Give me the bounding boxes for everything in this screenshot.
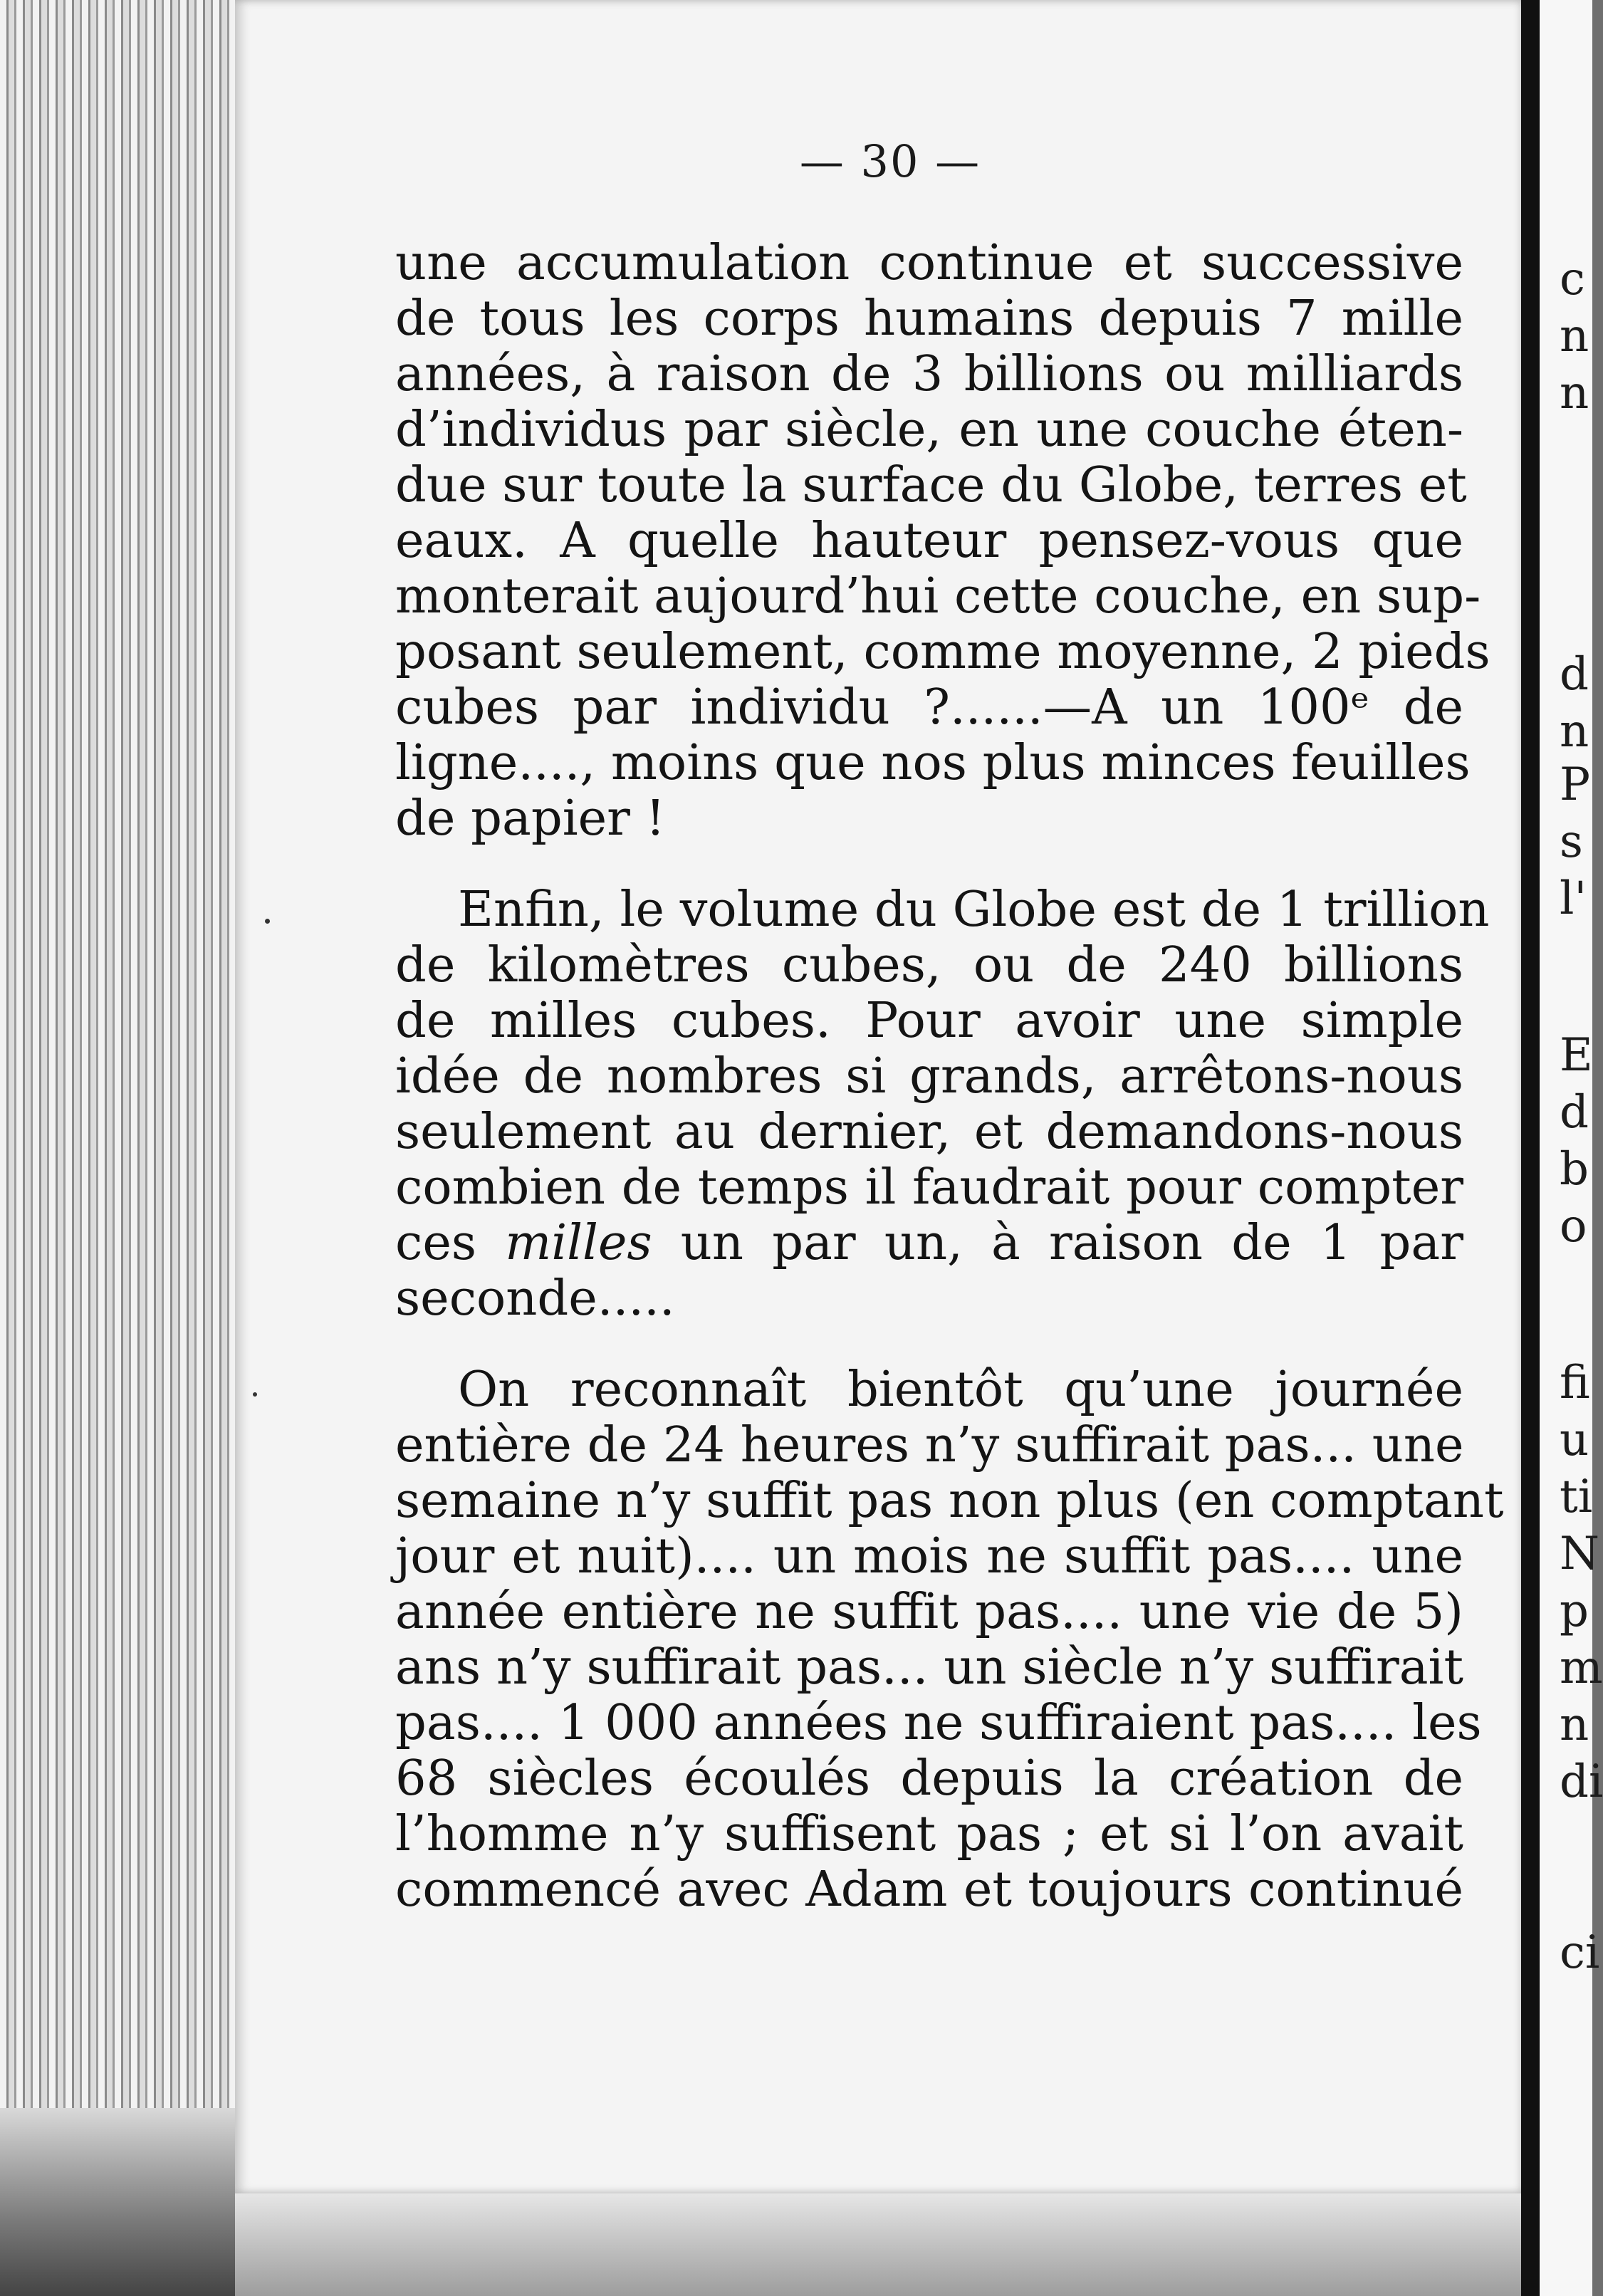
- facing-page-fragment: di: [1560, 1755, 1603, 1808]
- facing-page-fragment: p: [1560, 1585, 1589, 1637]
- facing-page-fragment: fi: [1560, 1357, 1590, 1409]
- text-line: commencé avec Adam et toujours continué: [395, 1861, 1463, 1918]
- paragraph-1: [395, 234, 1490, 847]
- text-line: de tous les corps humains depuis 7 mille: [395, 290, 1463, 347]
- text-line: 68 siècles écoulés depuis la création de: [395, 1750, 1463, 1807]
- text-line: seulement au dernier, et demandons-nous: [395, 1103, 1463, 1160]
- facing-page-fragment: b: [1560, 1143, 1589, 1196]
- text-line: de kilomètres cubes, ou de 240 billions: [395, 936, 1463, 993]
- facing-page-fragment: E: [1560, 1029, 1593, 1082]
- text-line: On reconnaît bientôt qu’une journée: [458, 1361, 1463, 1418]
- page-edges: [0, 0, 263, 2296]
- text-line: jour et nuit).... un mois ne suffit pas.... une: [395, 1528, 1463, 1585]
- facing-page-fragment: n: [1560, 367, 1589, 419]
- text-line: Enfin, le volume du Globe est de 1 trillion: [458, 881, 1490, 938]
- facing-page-fragment: P: [1560, 758, 1591, 811]
- text-line: ligne...., moins que nos plus minces feuilles: [395, 734, 1471, 791]
- facing-page-fragment: d: [1560, 1086, 1589, 1139]
- text-line: pas.... 1 000 années ne suffiraient pas.... les: [395, 1694, 1482, 1751]
- text-line: cubes par individu ?......—A un 100ᵉ de: [395, 679, 1463, 736]
- text-line: eaux. A quelle hauteur pensez-vous que: [395, 512, 1463, 569]
- text-line: combien de temps il faudrait pour compter: [395, 1159, 1463, 1216]
- facing-page-fragment: d: [1560, 648, 1589, 701]
- text-run: un par un, à raison de 1 par: [652, 1214, 1463, 1271]
- text-line: semaine n’y suffit pas non plus (en comptant: [395, 1472, 1504, 1529]
- book-gutter: [1521, 0, 1540, 2296]
- facing-page-fragment: n: [1560, 310, 1589, 362]
- ink-speck: [253, 1392, 257, 1397]
- text-line: de milles cubes. Pour avoir une simple: [395, 992, 1463, 1049]
- text-line: posant seulement, comme moyenne, 2 pieds: [395, 623, 1490, 680]
- page-number: — 30 —: [799, 135, 981, 187]
- facing-page-fragment: l': [1560, 872, 1587, 925]
- text-line: l’homme n’y suffisent pas ; et si l’on avait: [395, 1805, 1463, 1862]
- text-line: de papier !: [395, 790, 666, 847]
- text-line: idée de nombres si grands, arrêtons-nous: [395, 1048, 1463, 1105]
- facing-page-fragment: N: [1560, 1528, 1599, 1580]
- paragraph-3: [395, 1361, 1504, 1918]
- facing-page-fragment: ti: [1560, 1471, 1593, 1523]
- text-run: ces: [395, 1214, 506, 1271]
- facing-page: [1540, 0, 1603, 2296]
- text-line: année entière ne suffit pas.... une vie de 5): [395, 1583, 1463, 1640]
- text-line-with-italic: [395, 1215, 1463, 1270]
- text-line: entière de 24 heures n’y suffirait pas... une: [395, 1416, 1464, 1473]
- facing-page-fragment: s: [1560, 815, 1583, 868]
- facing-page-fragment: o: [1560, 1200, 1587, 1253]
- page-edges-bottom: [0, 2108, 263, 2296]
- paragraph-2: [395, 881, 1490, 1327]
- text-block: [395, 234, 1504, 1918]
- text-line: années, à raison de 3 billions ou milliards: [395, 345, 1463, 402]
- facing-page-fragment: n: [1560, 705, 1589, 758]
- italic-word: milles: [505, 1214, 652, 1271]
- text-line: ans n’y suffirait pas... un siècle n’y suffirait: [395, 1639, 1463, 1696]
- text-line: d’individus par siècle, en une couche éten-: [395, 401, 1463, 458]
- facing-page-fragment: u: [1560, 1414, 1589, 1466]
- facing-page-fragment: m: [1560, 1642, 1603, 1694]
- text-line: due sur toute la surface du Globe, terres et: [395, 456, 1467, 513]
- facing-page-fragment: c: [1560, 253, 1585, 306]
- text-line: une accumulation continue et successive: [395, 234, 1463, 291]
- text-line: seconde.....: [395, 1270, 675, 1327]
- facing-page-fragment: ci: [1560, 1926, 1600, 1979]
- facing-page-fragment: n: [1560, 1698, 1589, 1751]
- book-page-bottom-edge: [235, 2193, 1524, 2296]
- text-line: monterait aujourd’hui cette couche, en sup-: [395, 568, 1481, 625]
- ink-speck: [265, 919, 270, 924]
